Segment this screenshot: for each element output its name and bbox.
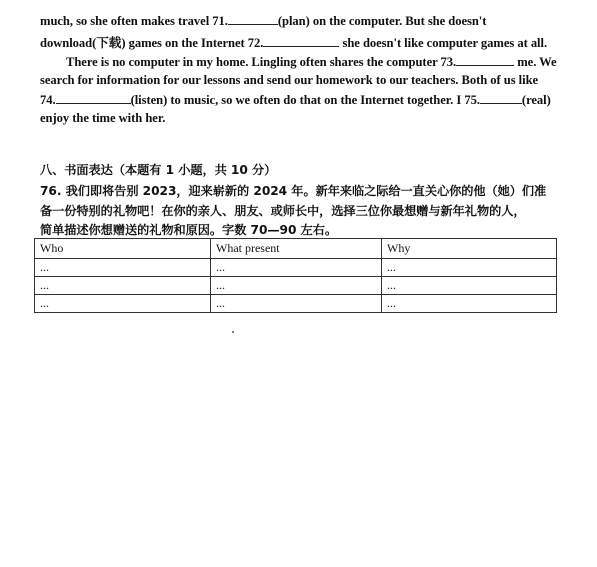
- blank-75[interactable]: [480, 91, 522, 104]
- passage-line-1: [40, 12, 486, 29]
- gift-table: [34, 238, 557, 313]
- scan-speck: [232, 331, 234, 333]
- blank-74[interactable]: [56, 91, 131, 104]
- table-row: [35, 277, 557, 295]
- passage-text: (plan) on the computer. But she doesn't: [277, 14, 487, 28]
- table-header-row: [35, 239, 557, 259]
- passage-line-6: enjoy the time with her.: [40, 111, 166, 125]
- passage-text: me. We: [517, 55, 557, 69]
- passage-line-2: [40, 34, 547, 51]
- cell-what-present[interactable]: ...: [211, 295, 382, 313]
- table-row: [35, 295, 557, 313]
- blank-71[interactable]: [228, 12, 278, 25]
- cell-who[interactable]: ...: [35, 295, 211, 313]
- passage-line-5: [40, 91, 551, 108]
- header-what-present: What present: [211, 239, 382, 259]
- cell-who[interactable]: ...: [35, 277, 211, 295]
- passage-line-3: [66, 53, 557, 70]
- cell-why[interactable]: ...: [382, 259, 557, 277]
- writing-prompt-line-1: 76. 我们即将告别 2023，迎来崭新的 2024 年。新年来临之际给一直关心你的他（她）们准: [40, 184, 547, 198]
- writing-prompt-line-3: 简单描述你想赠送的礼物和原因。字数 70—90 左右。: [40, 223, 337, 237]
- passage-line-4: search for information for our lessons and send our homework to our teachers. Both of us like: [40, 73, 539, 87]
- header-who: Who: [35, 239, 211, 259]
- passage-text: (real): [521, 93, 551, 107]
- passage-text: There is no computer in my home. Lingling often shares the computer 73.: [66, 55, 457, 69]
- header-why: Why: [382, 239, 557, 259]
- passage-text: 74.: [40, 93, 56, 107]
- cell-why[interactable]: ...: [382, 295, 557, 313]
- cell-why[interactable]: ...: [382, 277, 557, 295]
- section-heading: 八、书面表达（本题有 1 小题，共 10 分）: [40, 163, 277, 177]
- cell-what-present[interactable]: ...: [211, 259, 382, 277]
- blank-72[interactable]: [263, 34, 339, 47]
- passage-text: she doesn't like computer games at all.: [342, 36, 548, 50]
- writing-prompt-line-2: 备一份特别的礼物吧！在你的亲人、朋友、或师长中，选择三位你最想赠与新年礼物的人，: [40, 204, 526, 218]
- cell-who[interactable]: ...: [35, 259, 211, 277]
- blank-73[interactable]: [456, 53, 514, 66]
- table-row: [35, 259, 557, 277]
- passage-text: much, so she often makes travel 71.: [40, 14, 228, 28]
- passage-text: download(下载) games on the Internet 72.: [40, 36, 264, 50]
- cell-what-present[interactable]: ...: [211, 277, 382, 295]
- passage-text: (listen) to music, so we often do that on the Internet together. I 75.: [130, 93, 480, 107]
